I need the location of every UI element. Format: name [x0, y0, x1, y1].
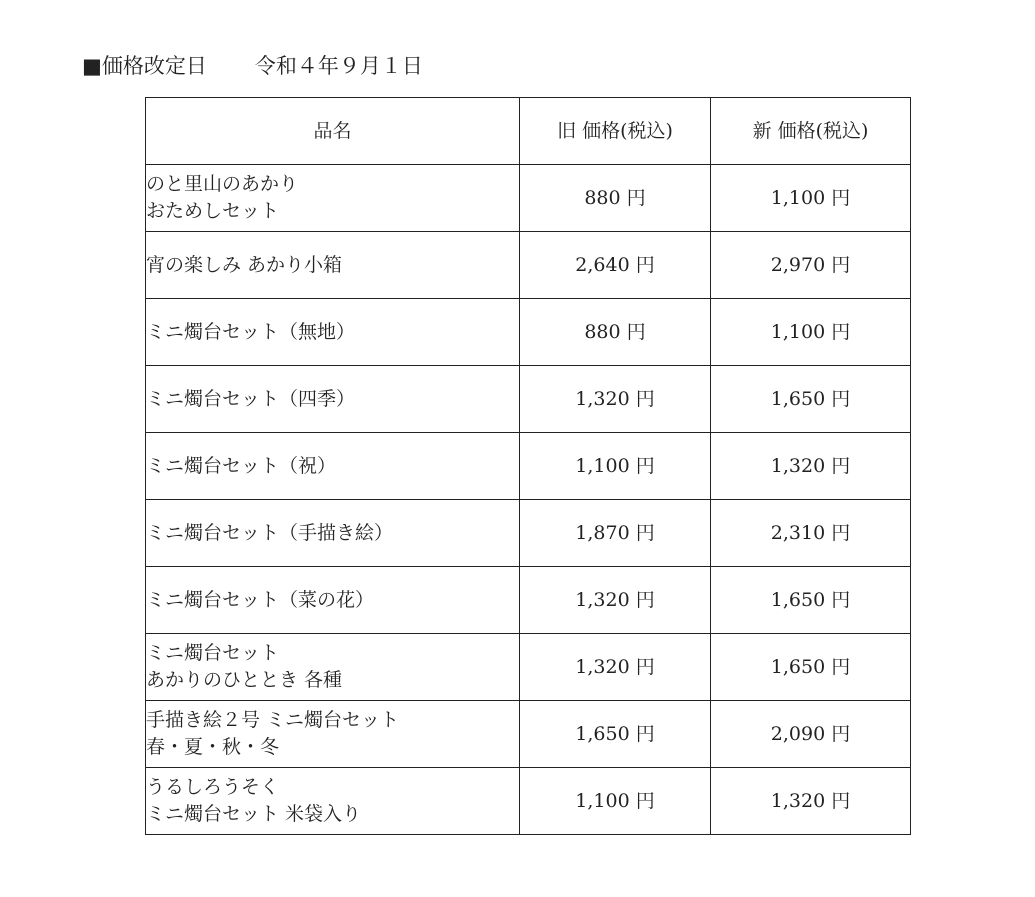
new-price-cell: 2,970 円: [711, 232, 911, 299]
product-name-line: 春・夏・秋・冬: [146, 736, 280, 758]
product-name-cell: [146, 567, 520, 634]
product-name-cell: [146, 165, 520, 232]
table-row: [146, 500, 911, 567]
new-price-cell: 2,310 円: [711, 500, 911, 567]
new-price-cell: 1,100 円: [711, 299, 911, 366]
old-price-cell: 1,100 円: [520, 433, 711, 500]
product-name-line: ミニ燭台セット（祝）: [146, 454, 337, 477]
table-row: [146, 232, 911, 299]
table-row: [146, 165, 911, 232]
heading-label: ■価格改定日: [82, 54, 207, 78]
product-name-cell: [146, 768, 520, 835]
new-price-cell: 1,650 円: [711, 567, 911, 634]
product-name-cell: [146, 634, 520, 701]
product-name-cell: [146, 232, 520, 299]
product-name-cell: [146, 701, 520, 768]
table-row: [146, 701, 911, 768]
product-name-line: あかりのひととき 各種: [146, 669, 343, 691]
product-name-line: のと里山のあかり: [146, 173, 299, 195]
product-name-line: うるしろうそく: [146, 776, 280, 798]
revision-date: 令和４年９月１日: [254, 54, 423, 78]
old-price-cell: 1,870 円: [520, 500, 711, 567]
product-name-cell: [146, 433, 520, 500]
old-price-cell: 1,650 円: [520, 701, 711, 768]
old-price-cell: 2,640 円: [520, 232, 711, 299]
old-price-cell: 880 円: [520, 165, 711, 232]
price-table: [145, 97, 911, 835]
table-row: [146, 299, 911, 366]
old-price-cell: 1,320 円: [520, 634, 711, 701]
product-name-line: ミニ燭台セット（四季）: [146, 387, 356, 410]
product-name-cell: [146, 299, 520, 366]
header-old-price: 旧 価格(税込): [520, 98, 711, 165]
table-header-row: [146, 98, 911, 165]
table-row: [146, 567, 911, 634]
new-price-cell: 1,650 円: [711, 634, 911, 701]
table-row: [146, 433, 911, 500]
product-name-line: ミニ燭台セット 米袋入り: [146, 803, 362, 825]
table-row: [146, 366, 911, 433]
old-price-cell: 1,320 円: [520, 567, 711, 634]
new-price-cell: 1,650 円: [711, 366, 911, 433]
product-name-line: おためしセット: [146, 200, 280, 222]
product-name-line: ミニ燭台セット（菜の花）: [146, 588, 375, 611]
new-price-cell: 2,090 円: [711, 701, 911, 768]
table-row: [146, 634, 911, 701]
header-product-name: 品名: [146, 98, 520, 165]
product-name-line: 手描き絵２号 ミニ燭台セット: [146, 709, 400, 731]
table-row: [146, 768, 911, 835]
old-price-cell: 1,320 円: [520, 366, 711, 433]
product-name-cell: [146, 500, 520, 567]
product-name-line: ミニ燭台セット（手描き絵）: [146, 521, 394, 544]
product-name-line: ミニ燭台セット: [146, 642, 280, 664]
old-price-cell: 880 円: [520, 299, 711, 366]
product-name-line: 宵の楽しみ あかり小箱: [146, 253, 343, 276]
new-price-cell: 1,320 円: [711, 433, 911, 500]
header-new-price: 新 価格(税込): [711, 98, 911, 165]
product-name-line: ミニ燭台セット（無地）: [146, 320, 356, 343]
old-price-cell: 1,100 円: [520, 768, 711, 835]
price-revision-heading: [82, 52, 423, 80]
product-name-cell: [146, 366, 520, 433]
new-price-cell: 1,100 円: [711, 165, 911, 232]
new-price-cell: 1,320 円: [711, 768, 911, 835]
